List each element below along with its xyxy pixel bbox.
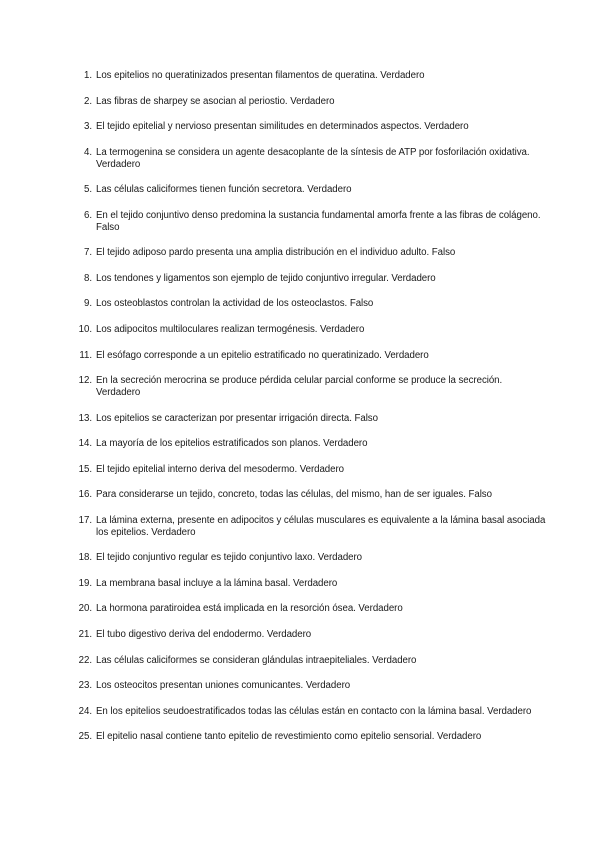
item-text: El tejido epitelial interno deriva del mesodermo. Verdadero: [96, 463, 344, 475]
list-item: [60, 350, 548, 362]
list-item: [60, 184, 548, 196]
list-item: [60, 515, 548, 539]
item-text: El esófago corresponde a un epitelio estratificado no queratinizado. Verdadero: [96, 349, 429, 361]
list-item: [60, 655, 548, 667]
list-item: [60, 603, 548, 615]
item-text: Los tendones y ligamentos son ejemplo de tejido conjuntivo irregular. Verdadero: [96, 272, 436, 284]
item-text: La lámina externa, presente en adipocitos y células musculares es equivalente a la lámina basal asociada los epitelios. Verdadero: [96, 514, 546, 538]
item-number: 13.: [78, 412, 92, 424]
item-text: El tubo digestivo deriva del endodermo. Verdadero: [96, 629, 312, 641]
item-number: 19.: [78, 577, 92, 589]
list-item: [60, 210, 548, 234]
item-number: 5.: [84, 184, 92, 196]
item-text: El tejido adiposo pardo presenta una amplia distribución en el individuo adulto. Falso: [96, 247, 456, 259]
item-number: 9.: [84, 298, 92, 310]
list-item: [60, 489, 548, 501]
item-number: 21.: [78, 629, 92, 641]
item-number: 23.: [78, 680, 92, 692]
list-item: [60, 375, 548, 399]
list-item: [60, 147, 548, 171]
item-text: Los osteocitos presentan uniones comunicantes. Verdadero: [96, 680, 351, 692]
item-text: El epitelio nasal contiene tanto epitelio de revestimiento como epitelio sensorial. Verdadero: [96, 731, 482, 743]
item-text: Los epitelios se caracterizan por presentar irrigación directa. Falso: [96, 412, 378, 424]
item-text: En el tejido conjuntivo denso predomina la sustancia fundamental amorfa frente a las fibras de colágeno. Falso: [96, 209, 541, 233]
item-number: 11.: [79, 349, 92, 361]
item-number: 2.: [84, 95, 92, 107]
item-number: 20.: [78, 603, 92, 615]
item-number: 24.: [78, 705, 92, 717]
list-item: [60, 438, 548, 450]
item-number: 7.: [84, 247, 92, 259]
list-item: [60, 273, 548, 285]
item-number: 12.: [78, 375, 92, 387]
item-text: Las células caliciformes se consideran glándulas intraepiteliales. Verdadero: [96, 654, 417, 666]
list-item: [60, 96, 548, 108]
list-item: [60, 298, 548, 310]
item-text: La hormona paratiroidea está implicada en la resorción ósea. Verdadero: [96, 603, 403, 615]
item-text: El tejido epitelial y nervioso presentan similitudes en determinados aspectos. Verdadero: [96, 121, 469, 133]
item-number: 25.: [78, 731, 92, 743]
item-text: La termogenina se considera un agente desacoplante de la síntesis de ATP por fosforilación oxidativa. Verdadero: [96, 146, 530, 170]
item-number: 6.: [84, 209, 92, 221]
item-text: Las fibras de sharpey se asocian al periostio. Verdadero: [96, 95, 335, 107]
list-item: [60, 70, 548, 82]
item-number: 8.: [84, 272, 92, 284]
item-text: Las células caliciformes tienen función secretora. Verdadero: [96, 184, 352, 196]
item-text: Para considerarse un tejido, concreto, todas las células, del mismo, han de ser iguales. Falso: [96, 489, 492, 501]
list-item: [60, 680, 548, 692]
list-item: [60, 731, 548, 743]
item-number: 22.: [78, 654, 92, 666]
list-item: [60, 578, 548, 590]
item-text: Los osteoblastos controlan la actividad de los osteoclastos. Falso: [96, 298, 374, 310]
list-item: [60, 247, 548, 259]
item-number: 15.: [78, 463, 92, 475]
list-item: [60, 413, 548, 425]
list-item: [60, 464, 548, 476]
item-number: 17.: [78, 514, 92, 526]
item-number: 14.: [78, 438, 92, 450]
item-text: En la secreción merocrina se produce pérdida celular parcial conforme se produce la secreción. Verdadero: [96, 375, 503, 399]
item-number: 16.: [78, 489, 92, 501]
list-item: [60, 324, 548, 336]
item-number: 3.: [84, 121, 92, 133]
list-item: [60, 706, 548, 718]
item-text: La mayoría de los epitelios estratificados son planos. Verdadero: [96, 438, 368, 450]
item-text: En los epitelios seudoestratificados todas las células están en contacto con la lámina basal. Verdadero: [96, 705, 532, 717]
item-text: Los epitelios no queratinizados presentan filamentos de queratina. Verdadero: [96, 70, 425, 81]
item-number: 10.: [78, 323, 92, 335]
item-number: 1.: [84, 70, 92, 81]
question-list: [60, 70, 548, 757]
item-number: 18.: [78, 552, 92, 564]
item-text: La membrana basal incluye a la lámina basal. Verdadero: [96, 577, 338, 589]
list-item: [60, 121, 548, 133]
item-text: El tejido conjuntivo regular es tejido conjuntivo laxo. Verdadero: [96, 552, 363, 564]
item-number: 4.: [84, 146, 92, 158]
list-item: [60, 552, 548, 564]
item-text: Los adipocitos multiloculares realizan termogénesis. Verdadero: [96, 323, 365, 335]
list-item: [60, 629, 548, 641]
